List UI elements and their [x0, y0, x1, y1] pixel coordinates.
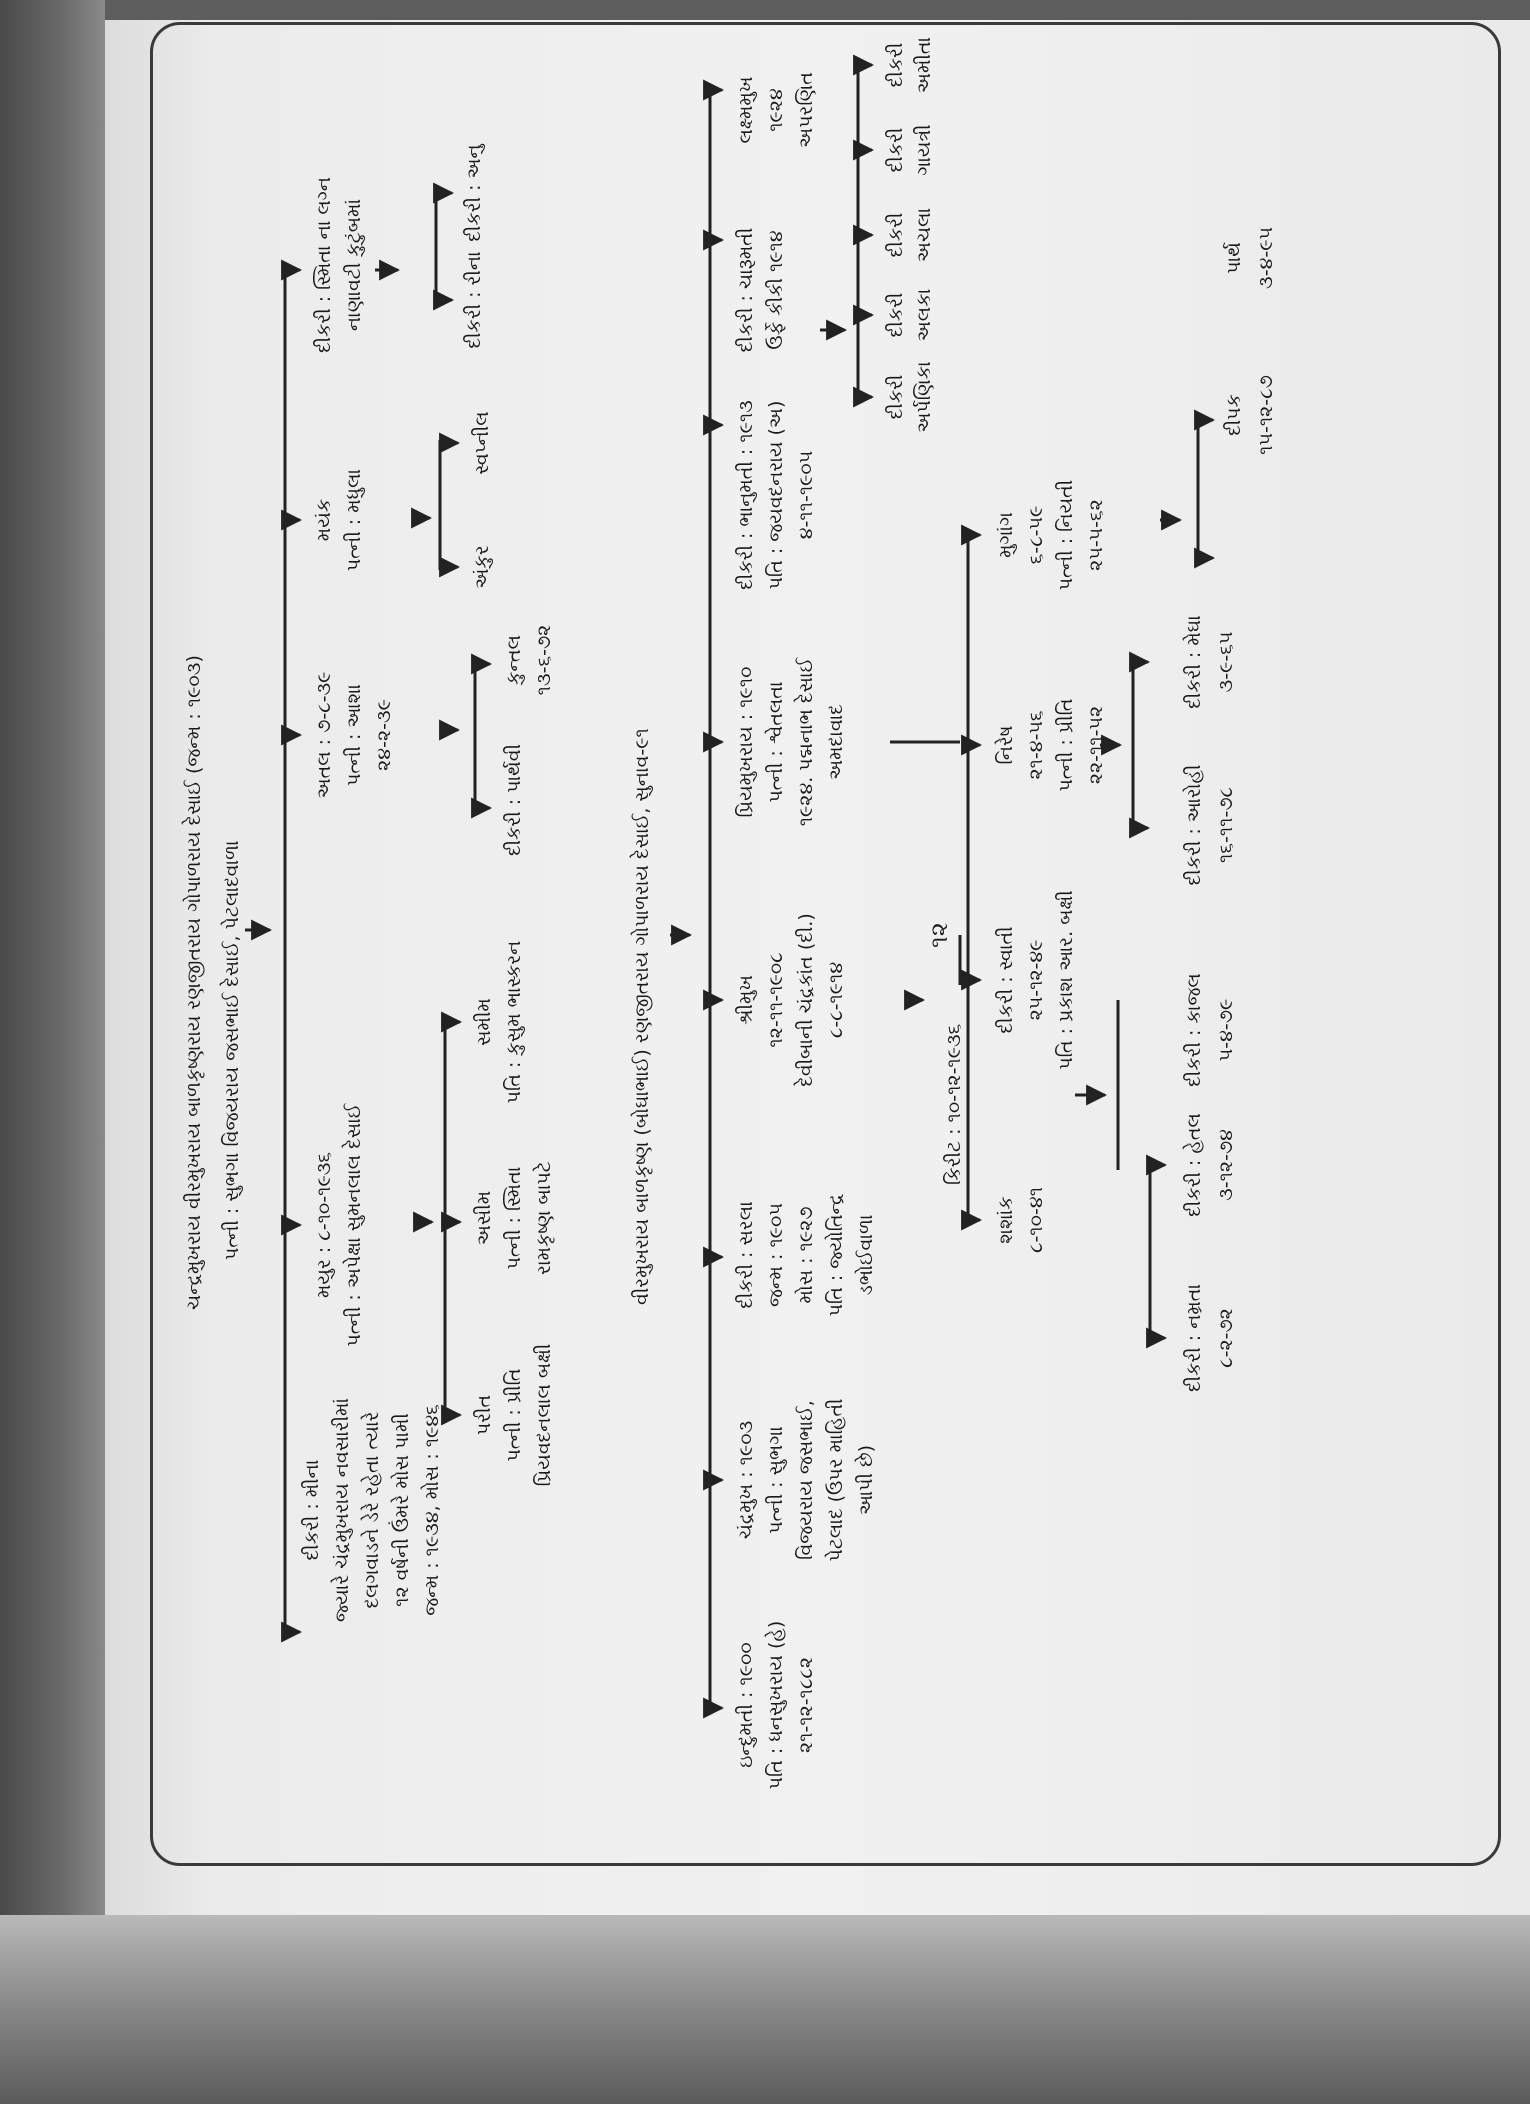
gen2-child-shreemukh-line: ૮-૮-૧૯૧૪: [825, 961, 847, 1039]
ggc-deepak: [1223, 375, 1277, 455]
gen1-spouse: પત્ની : સુભગા વિજયરાય જસભાઈ દેસાઈ, પેટલાદવાળા: [221, 840, 243, 1260]
bhanumati-d1: [885, 361, 935, 432]
gen2-head: [630, 728, 653, 1305]
gen2-child-priyamukh: [735, 656, 847, 826]
gen2-child-sarla-line: જન્મ : ૧૯૦૫: [765, 1203, 787, 1307]
grand-asim: [473, 1161, 555, 1275]
gen2-child-bhanumati-line: દીકરી : ભાનુમતી : ૧૯૧૩: [735, 400, 757, 590]
kirit-child-swati-line: દીકરી : સ્વાતી: [995, 926, 1017, 1034]
grand-parthvi: [503, 744, 525, 856]
kirit-child-swati-line: પતિ : પ્રકાશ આર. બક્ષી: [1055, 890, 1077, 1070]
gen1-child-mayur-line: પત્ની : અપેક્ષા સુમનલાલ દેસાઈ: [343, 1103, 365, 1347]
gen2-child-bhanumati: [735, 400, 817, 590]
kirit-child-mrugang-line: ૨૫-૫-૬૨: [1085, 499, 1107, 571]
grand-parthvi-line: દીકરી : પાર્થવી: [503, 743, 525, 857]
grand-parit-line: પ્રિયવદનલાલ બક્ષી: [533, 1343, 555, 1487]
ggc-kajal-line: દીકરી : કાજલ: [1183, 973, 1205, 1087]
gen2-child-sarla-line: દીકરી : સરલા: [735, 1201, 757, 1309]
kirit-child-swati: [995, 890, 1077, 1069]
gen2-child-indumati-line: પતિ : ધનસુખરાય (હે): [765, 1620, 787, 1790]
gen1-child-smita-line: દીકરી : સ્મિતા ના લગ્ન: [313, 176, 335, 354]
gen2-child-sarla-line: મોસ : ૧૯૨૭: [795, 1206, 817, 1304]
gen2-child-priyamukh-line: ૧૯૨૪. પદ્મનાભ દેસાઈ: [795, 657, 817, 827]
gen1-child-smita-line: નાણાવટી કુટુંબમાં: [343, 198, 365, 332]
gen1-head: [182, 655, 243, 1310]
gen2-child-shreemukh-line: ૧૨-૧૧-૧૯૦૮: [765, 952, 787, 1048]
bhanumati-d4: [885, 124, 935, 175]
bhanumati-d3: [885, 208, 935, 262]
grand-ankur: [471, 545, 493, 588]
grand-samim: [473, 941, 525, 1104]
ggc-hetal-line: દીકરી : હેતલ: [1183, 1113, 1205, 1217]
bhanumati-d5: [885, 37, 935, 93]
bhanumati-d2-line: અલકા: [913, 288, 935, 342]
gen1-child-meena: [301, 1398, 443, 1622]
grand-anu: [463, 143, 485, 241]
grand-asim-line: રામકૃષ્ણ બાપટે: [533, 1161, 555, 1275]
gen2-child-sarla-line: ડભોઈવાળા: [855, 1214, 877, 1296]
kirit-child-nirav-line: ૨૧-૪-૫૬: [1025, 710, 1047, 780]
ggc-hetal: [1183, 1113, 1237, 1217]
bhanumati-d5-line: અમીતા: [913, 36, 935, 94]
gen2-child-bhanumati-line: ૪-૧૧-૧૯૦૫: [795, 450, 817, 540]
gen2-child-chandramukh-line: પત્ની : સુભગા: [765, 1426, 787, 1534]
kirit-child-nirav-line: પત્ની : પ્રીતિ: [1055, 698, 1077, 792]
grand-kuntal: [503, 625, 555, 696]
ggc-megha-line: દીકરી : મેઘા: [1183, 615, 1205, 709]
kirit-child-shashank-line: શશાંક: [995, 1196, 1017, 1244]
ggc-deepak-line: ૧૫-૧૨-૮૭: [1255, 375, 1277, 455]
kirit-node: [943, 1024, 965, 1185]
grand-asim-line: અસીમ: [473, 1190, 495, 1246]
gen1-child-atal-line: પત્ની : આશા: [343, 684, 365, 786]
kirit-child-nirav-line: નિરેષ: [995, 725, 1017, 765]
gen1-child-mayank-line: મયંક: [313, 498, 335, 542]
gen2-child-lakshmukh-line: ૧૯૨૪: [765, 88, 787, 132]
ggc-namrata-line: ૮-૨-૭૨: [1215, 1308, 1237, 1368]
gen1-child-mayur-line: મયુર : ૮-૧૦-૧૯૩૬: [313, 1151, 335, 1299]
grand-reena: [463, 251, 485, 348]
ggc-hetal-line: ૩-૧૨-૭૪: [1215, 1129, 1237, 1201]
gen1-child-meena-line: દીકરી : મીના: [301, 1459, 323, 1561]
ggc-arohi: [1183, 765, 1237, 886]
page-number: [925, 922, 953, 948]
gen2-child-indumati-line: ૨૧-૧૨-૧૮૮૨: [795, 1656, 817, 1754]
gen2-child-charumati: [735, 228, 787, 353]
ggc-arohi-line: ૧૬-૧૧-૭૮: [1215, 787, 1237, 863]
gen2-child-priyamukh-line: અમદાવાદ: [825, 704, 847, 780]
gen2-child-chandramukh: [735, 1399, 877, 1562]
grand-reena-line: દીકરી : રીના: [463, 251, 485, 349]
kirit-child-mrugang: [995, 480, 1107, 590]
gen2-child-chandramukh-line: આપી છે): [855, 1444, 877, 1516]
grand-parit-line: પરીત: [473, 1394, 495, 1436]
kirit-child-mrugang-line: ૬-૮-૫૯: [1025, 505, 1047, 565]
kirit-child-mrugang-line: મુગાંગ: [995, 512, 1017, 558]
gen1-child-atal: [313, 672, 395, 799]
gen2-child-shreemukh-line: દેવીબાની ચંદ્રકાંત (દી.): [795, 913, 817, 1087]
ggc-kajal-line: ૫-૪-૭૯: [1215, 998, 1237, 1062]
ggc-namrata-line: દીકરી : નમ્રતા: [1183, 1283, 1205, 1393]
gen1-child-mayank-line: પત્ની : મધુલા: [343, 468, 365, 572]
gen2-child-chandramukh-line: ચંદ્રમુખ : ૧૯૦૩: [735, 1420, 757, 1540]
gen2-child-sarla: [735, 1194, 877, 1317]
gen2-child-charumati-line: ઉર્ફે કીકી ૧૯૧૪: [765, 230, 787, 350]
ggc-parth: [1223, 227, 1277, 289]
gen2-child-shreemukh: [735, 913, 847, 1087]
gen1-child-meena-line: ૧૨ વર્ષની ઉંમરે મોસ પામી: [391, 1413, 413, 1607]
grand-parit-line: પત્ની : પ્રીતિ: [503, 1368, 525, 1462]
bhanumati-d1-line: અર્પણિકા: [913, 361, 935, 433]
bhanumati-d2-line: દીકરી: [885, 292, 907, 338]
grand-asim-line: પત્ની : સ્મિતા: [503, 1166, 525, 1270]
bhanumati-d1-line: દીકરી: [885, 374, 907, 420]
gen1-child-mayur: [313, 1102, 365, 1346]
gen2-child-sarla-line: પતિ : જ્યોતિન્દ્ર: [825, 1193, 847, 1317]
gen2-child-charumati-line: દીકરી : ચારૂમતી: [735, 227, 757, 353]
grand-swapnil-line: સ્વપ્નીલ: [471, 411, 493, 475]
gen2-child-shreemukh-line: શ્રીમુખ: [735, 975, 757, 1025]
grand-samim-line: પતિ : કુસુમ ભાસ્કરન: [503, 940, 525, 1104]
ggc-namrata: [1183, 1284, 1237, 1392]
kirit-child-shashank: [995, 1187, 1047, 1253]
grand-parit: [473, 1344, 555, 1487]
kirit-child-mrugang-line: પત્ની : નિયતી: [1055, 479, 1077, 591]
ggc-deepak-line: દીપક: [1223, 394, 1245, 436]
gen1-child-atal-line: ૨૪-૨-૩૯: [373, 699, 395, 771]
ggc-megha: [1183, 615, 1237, 709]
grand-ankur-line: અંકુર: [471, 545, 493, 589]
ggc-kajal: [1183, 973, 1237, 1087]
gen2-child-lakshmukh-line: લક્ષ્મમુખ: [735, 76, 757, 144]
gen2-child-lakshmukh: [735, 72, 817, 148]
grand-samim-line: સમીમ: [473, 998, 495, 1046]
grand-anu-line: દીકરી : અનુ: [463, 144, 485, 242]
gen1-child-mayank: [313, 469, 365, 571]
gen1-child-meena-line: જન્મ : ૧૯૩૪, મોસ : ૧૯૪૬: [421, 1404, 443, 1616]
kirit-text: કિરીટ : ૧૦-૧૨-૧૯૩૬: [943, 1023, 965, 1185]
gen2-child-priyamukh-line: પત્ની : શ્વેતલતા: [765, 681, 787, 803]
gen2-child-chandramukh-line: વિજયરાય જસભાઈ,: [795, 1400, 817, 1560]
kirit-child-nirav-line: ૨૨-૧૧-૫૨: [1085, 705, 1107, 785]
kirit-child-swati-line: ૨૫-૧૨-૪૯: [1025, 939, 1047, 1021]
ggc-arohi-line: દીકરી : આરોહી: [1183, 764, 1205, 886]
ggc-megha-line: ૩-૯-૬૫: [1215, 631, 1237, 693]
bhanumati-d2: [885, 289, 935, 341]
gen2-head-text: વીરમુખરાય બાળકૃષ્ણ (બોઘાભાઈ) રણજીતરાય ગોપાળરાય દેસાઈ, સુનાવ-૯૧: [631, 728, 653, 1305]
bhanumati-d4-line: દીકરી: [885, 127, 907, 173]
grand-swapnil: [471, 411, 493, 474]
ggc-parth-line: પાર્થ: [1223, 242, 1245, 274]
gen2-child-bhanumati-line: પતિ : જયવદનરાય (અ): [765, 400, 787, 590]
gen1-child-meena-line: દલગવાડને ડેરે રહેતા ત્યારે: [361, 1411, 383, 1609]
bhanumati-d3-line: દીકરી: [885, 212, 907, 258]
gen1-child-atal-line: અતલ : ૭-૮-૩૯: [313, 671, 335, 799]
gen2-child-indumati-line: ઇન્દુમતી : ૧૯૦૦: [735, 1642, 757, 1768]
bhanumati-d4-line: ગાયત્રી: [913, 124, 935, 176]
gen2-child-priyamukh-line: પ્રિયમુખરાય : ૧૯૧૦: [735, 666, 757, 818]
kirit-child-nirav: [995, 699, 1107, 792]
gen2-child-chandramukh-line: પેટલાદ (ઉપર માહિતી: [825, 1398, 847, 1562]
grand-kuntal-line: ૧૩-૬-૭૨: [533, 624, 555, 696]
gen2-child-indumati: [735, 1621, 817, 1790]
kirit-child-shashank-line: ૮-૧૦-૪૧: [1025, 1186, 1047, 1254]
gen1-head-text: ચન્દ્રમુખરાય વીરમુખરાય બાળકૃષ્ણરાય રણજીતરાય ગોપાળરાય દેસાઈ (જન્મ : ૧૯૦૩): [183, 655, 205, 1310]
gen1-child-meena-line: જ્યારે ચંદ્રમુખરાય નવસારીમાં: [331, 1397, 353, 1623]
ggc-parth-line: ૩-૪-૯૫: [1255, 227, 1277, 289]
bhanumati-d3-line: અચલા: [913, 207, 935, 263]
gen1-child-smita: [313, 177, 365, 353]
gen2-child-lakshmukh-line: અપરણિત: [795, 72, 817, 148]
bhanumati-d5-line: દીકરી: [885, 42, 907, 88]
grand-kuntal-line: કુન્તલ: [503, 635, 525, 685]
page-number-text: ૧૨: [925, 922, 953, 948]
